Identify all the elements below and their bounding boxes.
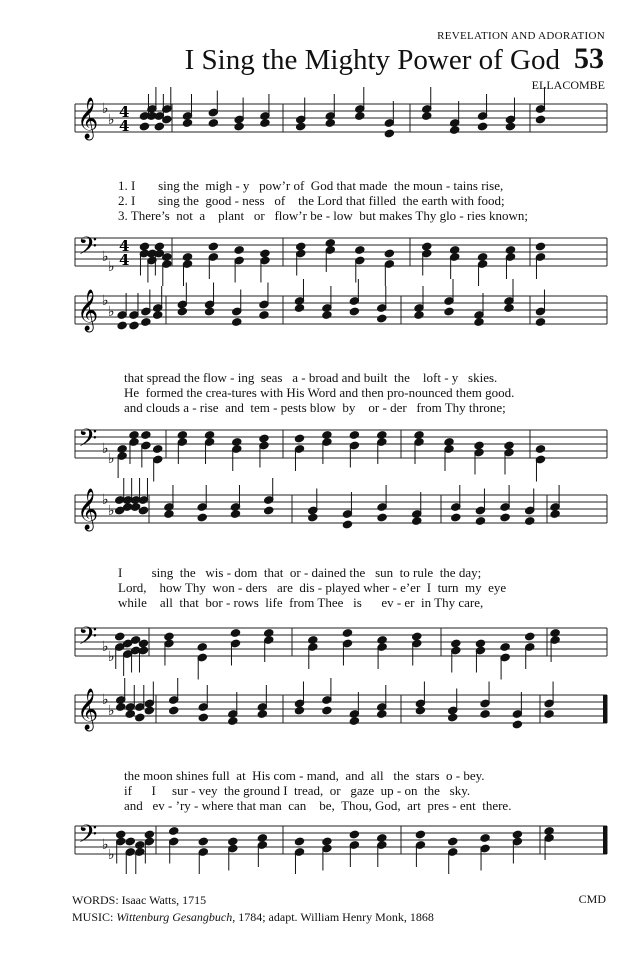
notehead — [294, 303, 304, 312]
notehead — [349, 307, 359, 316]
lyric-line: 1. I sing the migh - y pow’r of God that made the moun - tains rise, — [118, 178, 504, 193]
notehead — [164, 509, 174, 518]
notehead — [415, 706, 425, 715]
flat-icon: ♭ — [108, 847, 115, 863]
flat-icon: ♭ — [102, 837, 109, 853]
notehead — [230, 628, 240, 637]
notehead — [308, 513, 318, 522]
treble-clef-icon: 𝄞 — [77, 689, 99, 730]
notehead — [377, 709, 387, 718]
notehead — [198, 837, 208, 846]
notehead — [263, 628, 273, 637]
notehead — [152, 444, 162, 453]
notehead — [115, 632, 125, 641]
flat-icon: ♭ — [102, 101, 109, 117]
flat-icon: ♭ — [102, 441, 109, 457]
final-barline — [603, 695, 607, 723]
hymnal-section-label: REVELATION AND ADORATION — [437, 30, 605, 42]
flat-icon: ♭ — [102, 492, 109, 508]
treble-clef-icon: 𝄞 — [77, 290, 99, 331]
notehead — [342, 628, 352, 637]
notehead — [117, 444, 127, 453]
notehead — [259, 434, 269, 443]
notehead — [535, 317, 545, 326]
notehead — [168, 706, 178, 715]
notehead — [535, 444, 545, 453]
notehead — [294, 434, 304, 443]
notehead — [414, 430, 424, 439]
bass-clef-icon: 𝄢 — [78, 622, 98, 657]
notehead — [234, 245, 244, 254]
notehead — [129, 321, 139, 330]
flat-icon: ♭ — [108, 649, 115, 665]
notehead — [152, 310, 162, 319]
lyric-line: that spread the flow - ing seas a - broad and built the loft - y skies. — [124, 370, 498, 385]
lyric-line: the moon shines full at His com - mand, and all the stars o - bey. — [124, 768, 485, 783]
notehead — [325, 118, 335, 127]
notehead — [377, 430, 387, 439]
flat-icon: ♭ — [108, 703, 115, 719]
notehead — [449, 245, 459, 254]
hymn-number: 53 — [574, 42, 604, 75]
treble-clef-icon: 𝄞 — [77, 489, 99, 530]
notehead — [505, 122, 515, 131]
notehead — [512, 720, 522, 729]
notehead — [505, 245, 515, 254]
notehead — [377, 513, 387, 522]
notehead — [117, 321, 127, 330]
notehead — [544, 709, 554, 718]
notehead — [164, 632, 174, 641]
notehead — [444, 307, 454, 316]
notehead — [144, 706, 154, 715]
notehead — [232, 437, 242, 446]
notehead — [422, 242, 432, 251]
notehead — [115, 702, 125, 711]
notehead — [139, 122, 149, 131]
notehead — [349, 830, 359, 839]
flat-icon: ♭ — [108, 259, 115, 275]
notehead — [322, 430, 332, 439]
final-barline — [603, 826, 607, 854]
notehead — [451, 513, 461, 522]
notehead — [480, 833, 490, 842]
notehead — [260, 249, 270, 258]
notehead — [412, 632, 422, 641]
notehead — [325, 238, 335, 247]
hymn-title: I Sing the Mighty Power of God — [184, 44, 560, 76]
lyric-line: 3. There’s not a plant or flow’r be - low but makes Thy glo - ries known; — [118, 208, 529, 223]
notehead — [535, 242, 545, 251]
notehead — [444, 437, 454, 446]
bass-clef-icon: 𝄢 — [78, 424, 98, 459]
hymn-credits — [72, 892, 434, 926]
notehead — [294, 706, 304, 715]
notehead — [197, 513, 207, 522]
notehead — [228, 716, 238, 725]
notehead — [422, 111, 432, 120]
notehead — [125, 709, 135, 718]
notehead — [141, 430, 151, 439]
notehead — [525, 516, 535, 525]
flat-icon: ♭ — [108, 112, 115, 128]
lyric-line: while all that bor - rows life from Thee is ev - er in Thy care, — [118, 595, 484, 610]
notehead — [234, 122, 244, 131]
notehead — [177, 307, 187, 316]
time-signature: 4 — [119, 237, 130, 255]
notehead — [414, 310, 424, 319]
bass-clef-icon: 𝄢 — [78, 820, 98, 855]
flat-icon: ♭ — [102, 249, 109, 265]
notehead — [322, 706, 332, 715]
notehead — [260, 118, 270, 127]
lyric-line: Lord, how Thy won - ders are dis - played wher - e’er I turn my eye — [118, 580, 507, 595]
notehead — [322, 310, 332, 319]
notehead — [230, 509, 240, 518]
flat-icon: ♭ — [102, 293, 109, 309]
time-signature: 4 — [119, 251, 130, 269]
notehead — [342, 520, 352, 529]
notehead — [322, 837, 332, 846]
notehead — [294, 837, 304, 846]
notehead — [257, 709, 267, 718]
notehead — [208, 242, 218, 251]
notehead — [295, 122, 305, 131]
words-credit: WORDS: Isaac Watts, 1715 — [72, 893, 207, 907]
notehead — [512, 830, 522, 839]
notehead — [182, 252, 192, 261]
notehead — [204, 430, 214, 439]
notehead — [308, 635, 318, 644]
time-signature: 4 — [119, 117, 130, 135]
notehead — [141, 317, 151, 326]
flat-icon: ♭ — [102, 639, 109, 655]
notehead — [355, 111, 365, 120]
notehead — [263, 506, 273, 515]
notehead — [550, 628, 560, 637]
notehead — [377, 314, 387, 323]
notehead — [139, 242, 149, 251]
notehead — [384, 249, 394, 258]
notehead — [115, 830, 125, 839]
notehead — [125, 837, 135, 846]
notehead — [415, 830, 425, 839]
notehead — [377, 833, 387, 842]
notehead — [504, 441, 514, 450]
notehead — [197, 642, 207, 651]
notehead — [447, 837, 457, 846]
notehead — [182, 118, 192, 127]
notehead — [474, 317, 484, 326]
notehead — [447, 713, 457, 722]
notehead — [257, 833, 267, 842]
notehead — [208, 118, 218, 127]
flat-icon: ♭ — [108, 503, 115, 519]
notehead — [474, 441, 484, 450]
meter-label: CMD — [578, 892, 606, 906]
notehead — [384, 129, 394, 138]
music-credit: MUSIC: Wittenburg Gesangbuch, 1784; adapt. William Henry Monk, 1868 — [72, 910, 434, 924]
notehead — [377, 635, 387, 644]
notehead — [144, 830, 154, 839]
notehead — [550, 509, 560, 518]
notehead — [535, 115, 545, 124]
notehead — [259, 310, 269, 319]
notehead — [177, 430, 187, 439]
notehead — [525, 632, 535, 641]
notehead — [154, 122, 164, 131]
lyric-line: 2. I sing the good - ness of the Lord that filled the earth with food; — [118, 193, 505, 208]
lyric-line: and ev - ’ry - where that man can be, Thou, God, art pres - ent there. — [124, 798, 512, 813]
notehead — [168, 826, 178, 835]
lyric-line: I sing the wis - dom that or - dained the sun to rule the day; — [118, 565, 482, 580]
notehead — [449, 125, 459, 134]
treble-clef-icon: 𝄞 — [77, 98, 99, 139]
notehead — [412, 516, 422, 525]
notehead — [135, 840, 145, 849]
time-signature: 4 — [119, 103, 130, 121]
tune-name: ELLACOMBE — [531, 78, 605, 92]
notehead — [475, 516, 485, 525]
notehead — [349, 716, 359, 725]
lyric-line: and clouds a - rise and tem - pests blow by or - der from Thy throne; — [124, 400, 506, 415]
notehead — [477, 252, 487, 261]
notehead — [154, 242, 164, 251]
lyric-line: He formed the crea-tures with His Word and then pro-nounced them good. — [124, 385, 515, 400]
notehead — [232, 317, 242, 326]
notehead — [477, 122, 487, 131]
notehead — [198, 713, 208, 722]
flat-icon: ♭ — [108, 451, 115, 467]
notehead — [500, 513, 510, 522]
flat-icon: ♭ — [102, 692, 109, 708]
bass-clef-icon: 𝄢 — [78, 232, 98, 267]
notehead — [295, 242, 305, 251]
notehead — [135, 713, 145, 722]
notehead — [355, 245, 365, 254]
flat-icon: ♭ — [108, 304, 115, 320]
notehead — [204, 307, 214, 316]
notehead — [504, 303, 514, 312]
notehead — [500, 642, 510, 651]
notehead — [451, 639, 461, 648]
notehead — [349, 430, 359, 439]
notehead — [228, 837, 238, 846]
notehead — [544, 826, 554, 835]
notehead — [129, 430, 139, 439]
notehead — [480, 709, 490, 718]
notehead — [475, 639, 485, 648]
lyric-line: if I sur - vey the ground I tread, or gaze up - on the sky. — [124, 783, 471, 798]
